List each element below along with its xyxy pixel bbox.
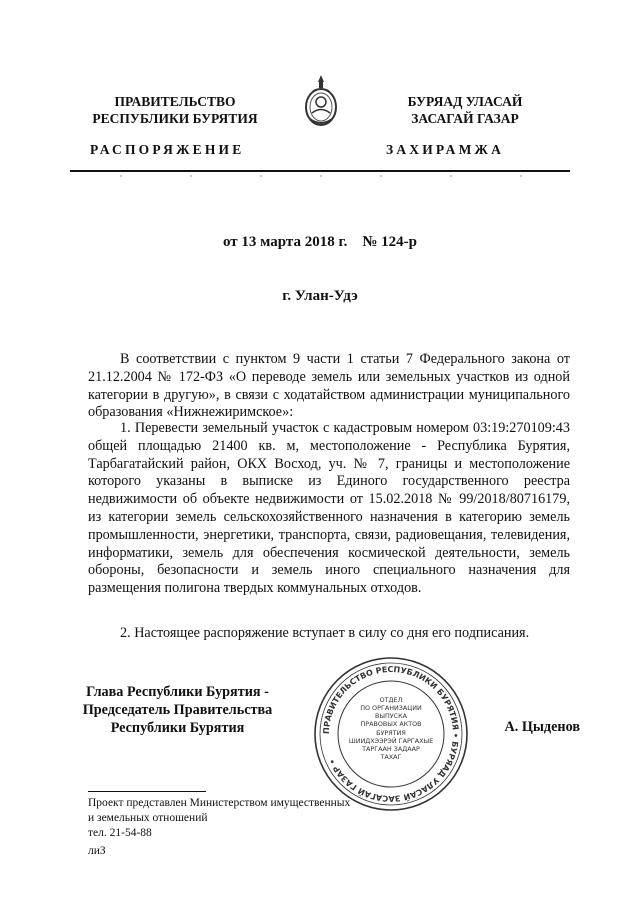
seal-line1: ОТДЕЛ [379, 696, 403, 704]
signatory-name: А. Цыденов [504, 719, 580, 735]
seal-ring-text: ПРАВИТЕЛЬСТВО РЕСПУБЛИКИ БУРЯТИЯ • БУРЯАД УЛАСАЙ ЗАСАГАЙ ГАЗАР • [321, 664, 461, 804]
signatory-title [70, 683, 285, 737]
seal-line4: ПРАВОВЫХ АКТОВ [360, 720, 422, 728]
header-divider [70, 170, 570, 172]
header-right-line2: ЗАСАГАЙ ГАЗАР [411, 111, 519, 126]
footer-code: лиЗ [88, 845, 106, 857]
seal-line5: БУРЯТИЯ [376, 729, 406, 737]
header-right-line1: БУРЯАД УЛАСАЙ [407, 94, 523, 109]
footer-line3: тел. 21-54-88 [88, 827, 152, 839]
official-seal [312, 655, 470, 813]
seal-stamp-icon [312, 655, 470, 813]
seal-line8: ТАХАГ [380, 753, 402, 761]
paragraph-item-1: 1. Перевести земельный участок с кадастровым номером 03:19:270109:43 общей площадью 21400 кв. м, местоположение - Республика Бурятия, Тарбагатайский район, ОКХ Восход, уч. № 7, границы и местоположение которого указаны в выписке из Единого государственного реестра недвижимости об объекте недвижимости от 15.02.2018 № 99/2018/80716179, из категории земель сельскохозяйственного назначения в категорию земель промышленности, энергетики, транспорта, связи, радиовещания, телевидения, информатики, земель для обеспечения космической деятельности, земель обороны, безопасности и земель иного специального назначения для размещения полигона твердых коммунальных отходов. [88, 420, 570, 597]
date-number-line: от 13 марта 2018 г. № 124-р [222, 234, 417, 250]
emblem-icon [301, 73, 341, 133]
header-left [70, 93, 280, 127]
seal-line7: ТАРГААН ЗАДААР [362, 745, 420, 753]
header-left-line1: ПРАВИТЕЛЬСТВО [114, 94, 236, 109]
paragraph-item-2: 2. Настоящее распоряжение вступает в силу со дня его подписания. [120, 625, 530, 641]
seal-line3: ВЫПУСКА [374, 712, 408, 720]
footer-line2: и земельных отношений [88, 812, 208, 824]
footer-divider [88, 791, 206, 792]
state-emblem [301, 73, 341, 133]
paragraph-preamble: В соответствии с пунктом 9 части 1 статьи 7 Федерального закона от 21.12.2004 № 172-ФЗ «О переводе земель или земельных участков из одной категории в другую», в связи с ходатайством администрации муниципального образования «Нижнежиримское»: [88, 351, 570, 421]
signatory-title-line3: Республики Бурятия [110, 720, 245, 736]
doc-type-right: ЗАХИРАМЖА [386, 142, 505, 157]
seal-line2: ПО ОРГАНИЗАЦИИ [360, 704, 422, 712]
footer-note [88, 796, 388, 841]
header-dots [70, 175, 570, 181]
city-line: г. Улан-Удэ [282, 288, 358, 304]
signatory-title-line2: Председатель Правительства [82, 702, 273, 718]
footer-line1: Проект представлен Министерством имущественных [88, 797, 351, 809]
signatory-title-line1: Глава Республики Бурятия - [86, 684, 269, 700]
header-left-line2: РЕСПУБЛИКИ БУРЯТИЯ [92, 111, 258, 126]
doc-type-left: РАСПОРЯЖЕНИЕ [90, 142, 245, 157]
seal-line6: ШИИДХЭЭРЭЙ ГАРГАХЫЕ [348, 737, 434, 745]
header-right [360, 93, 570, 127]
